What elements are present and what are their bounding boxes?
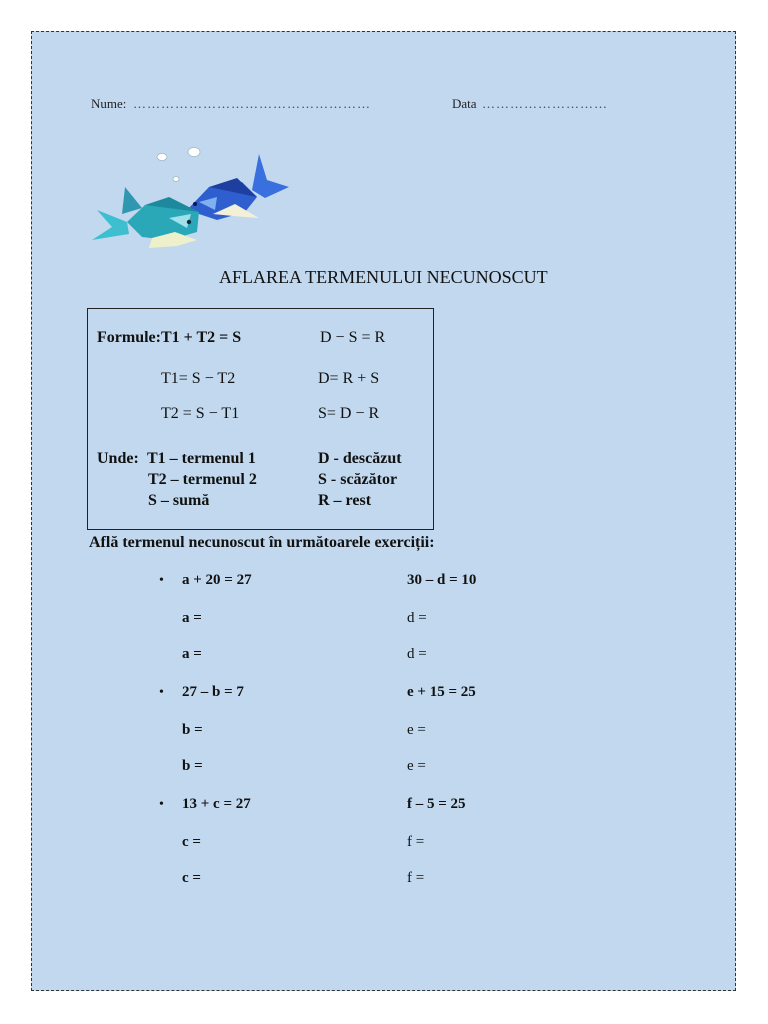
answer-b-1: b = [182, 722, 203, 738]
t2-formula: T2 = S − T1 [161, 405, 240, 422]
bubble-icon [188, 148, 200, 157]
sum-formula: T1 + T2 = S [161, 329, 242, 346]
fish-illustration [87, 142, 297, 262]
answer-c-1: c = [182, 834, 201, 850]
bullet-icon: • [159, 797, 164, 812]
answer-a-1: a = [182, 610, 202, 626]
legend-s: S – sumă [148, 492, 210, 509]
exercise-a: a + 20 = 27 [182, 572, 252, 588]
page-title: AFLAREA TERMENULUI NECUNOSCUT [219, 267, 548, 287]
answer-b-2: b = [182, 758, 203, 774]
instruction-text: Află termenul necunoscut în următoarele exerciții: [89, 534, 435, 551]
answer-c-2: c = [182, 870, 201, 886]
date-label: Data [452, 96, 477, 111]
difference-formula: D − S = R [320, 329, 386, 346]
date-dots: ……………………… [482, 96, 608, 111]
formula-label: Formule: [97, 329, 161, 346]
exercise-b: 27 – b = 7 [182, 684, 244, 700]
formula-box [87, 308, 434, 530]
name-label: Nume: [91, 96, 127, 111]
answer-d-2: d = [407, 646, 427, 662]
answer-e-2: e = [407, 758, 426, 774]
worksheet-page [31, 31, 736, 991]
legend-d: D - descăzut [318, 450, 402, 467]
exercise-d: 30 – d = 10 [407, 572, 477, 588]
bullet-icon: • [159, 685, 164, 700]
blue-fish-icon [187, 154, 289, 220]
answer-a-2: a = [182, 646, 202, 662]
legend-t1: T1 – termenul 1 [147, 450, 256, 467]
legend-t2: T2 – termenul 2 [148, 471, 257, 488]
teal-fish-icon [92, 187, 199, 248]
legend-r: R – rest [318, 492, 372, 509]
d-formula: D= R + S [318, 370, 380, 387]
legend-label: Unde: [97, 450, 139, 467]
t1-formula: T1= S − T2 [161, 370, 236, 387]
legend-scazator: S - scăzător [318, 471, 398, 488]
bullet-icon: • [159, 573, 164, 588]
answer-f-1: f = [407, 834, 425, 850]
bubble-icon [173, 177, 179, 182]
answer-d-1: d = [407, 610, 427, 626]
answer-e-1: e = [407, 722, 426, 738]
s-formula: S= D − R [318, 405, 380, 422]
answer-f-2: f = [407, 870, 425, 886]
exercise-c: 13 + c = 27 [182, 796, 251, 812]
exercise-f: f – 5 = 25 [407, 796, 466, 812]
bubble-icon [157, 154, 167, 161]
name-dots: …………………………………………… [133, 96, 371, 111]
exercise-e: e + 15 = 25 [407, 684, 476, 700]
